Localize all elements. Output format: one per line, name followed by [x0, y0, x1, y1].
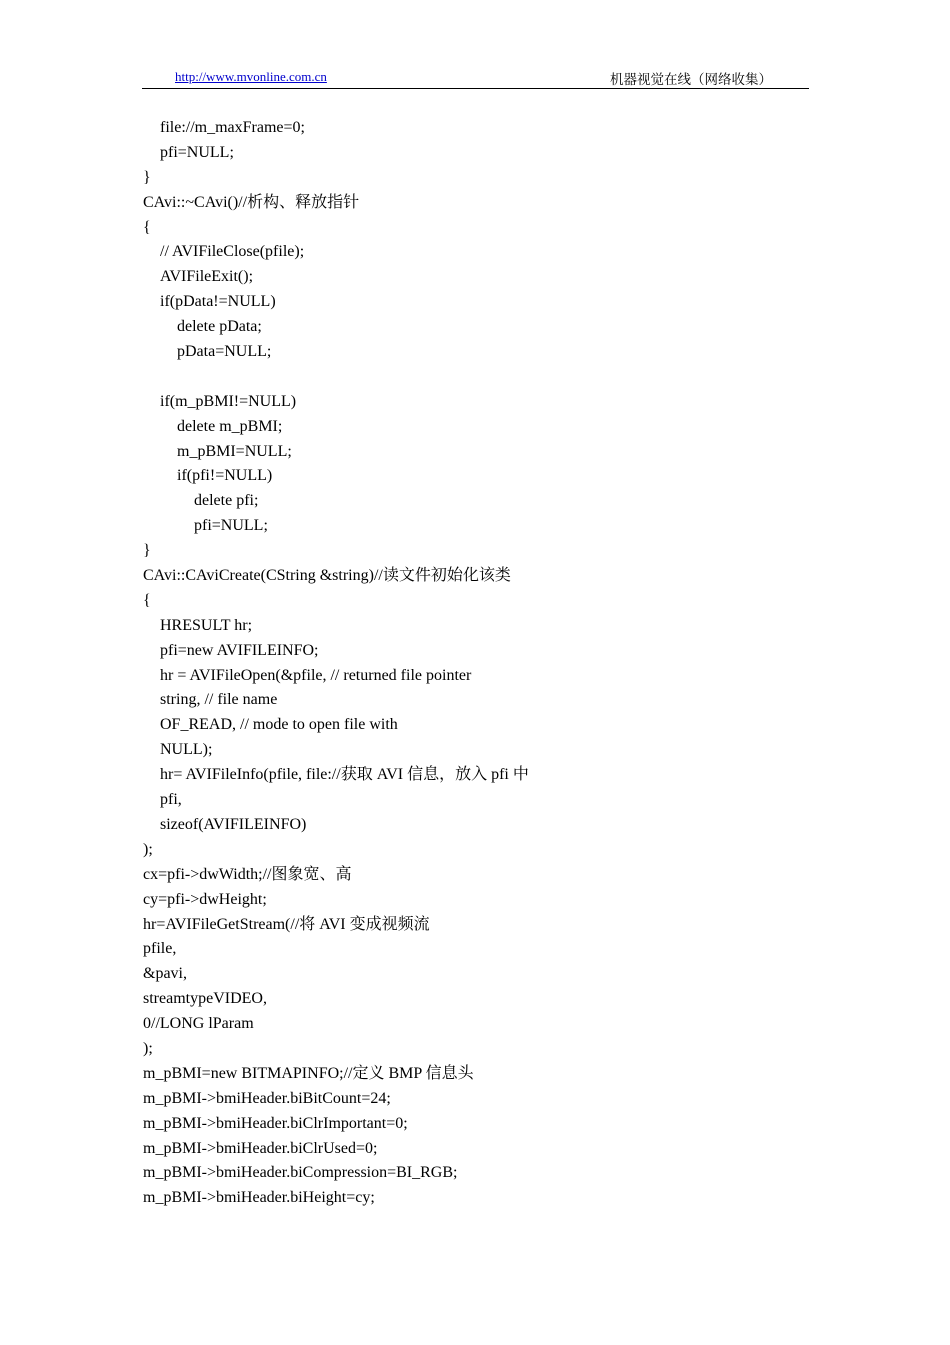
code-line: hr = AVIFileOpen(&pfile, // returned file pointer — [160, 666, 472, 684]
code-line: cy=pfi->dwHeight; — [143, 890, 267, 908]
code-line: streamtypeVIDEO, — [143, 990, 267, 1008]
header-title: 机器视觉在线（网络收集） — [610, 72, 772, 87]
code-line: cx=pfi->dwWidth;//图象宽、高 — [143, 865, 352, 883]
code-line: ); — [143, 840, 153, 858]
code-line: m_pBMI->bmiHeader.biClrImportant=0; — [143, 1114, 408, 1132]
code-line: pData=NULL; — [177, 343, 272, 361]
code-line: CAvi::~CAvi()//析构、释放指针 — [143, 193, 360, 211]
code-line: &pavi, — [143, 965, 187, 983]
code-line: delete m_pBMI; — [177, 417, 283, 435]
code-line: m_pBMI->bmiHeader.biHeight=cy; — [143, 1189, 375, 1207]
code-line: pfile, — [143, 940, 177, 958]
code-line: m_pBMI->bmiHeader.biBitCount=24; — [143, 1089, 391, 1107]
code-listing — [143, 116, 783, 1211]
code-line: AVIFileExit(); — [160, 268, 254, 286]
header-link[interactable]: http://www.mvonline.com.cn — [175, 69, 327, 84]
code-line: { — [143, 591, 151, 609]
code-line: 0//LONG lParam — [143, 1015, 254, 1033]
code-line: delete pfi; — [194, 492, 259, 510]
code-line: } — [143, 168, 151, 186]
code-line: m_pBMI->bmiHeader.biCompression=BI_RGB; — [143, 1164, 458, 1182]
code-line: pfi=NULL; — [160, 143, 234, 161]
code-line: OF_READ, // mode to open file with — [160, 716, 398, 734]
code-line: m_pBMI->bmiHeader.biClrUsed=0; — [143, 1139, 378, 1157]
code-line: m_pBMI=NULL; — [177, 442, 292, 460]
code-line: delete pData; — [177, 318, 262, 336]
code-line: sizeof(AVIFILEINFO) — [160, 815, 307, 833]
code-line: } — [143, 542, 151, 560]
code-line: NULL); — [160, 741, 213, 759]
code-line: ); — [143, 1039, 153, 1057]
code-line: // AVIFileClose(pfile); — [160, 243, 305, 261]
code-line: { — [143, 218, 151, 236]
code-line: pfi=NULL; — [194, 517, 268, 535]
code-line: file://m_maxFrame=0; — [160, 119, 305, 136]
code-line: if(m_pBMI!=NULL) — [160, 392, 297, 410]
code-line: pfi=new AVIFILEINFO; — [160, 641, 319, 659]
code-line: string, // file name — [160, 691, 278, 709]
code-line — [143, 365, 783, 390]
code-line: hr=AVIFileGetStream(//将 AVI 变成视频流 — [143, 915, 430, 933]
code-line: hr= AVIFileInfo(pfile, file://获取 AVI 信息，放入 pfi 中 — [160, 766, 529, 784]
code-line: if(pfi!=NULL) — [177, 467, 273, 485]
code-line: pfi, — [160, 791, 182, 809]
code-line: if(pData!=NULL) — [160, 293, 276, 311]
page-header — [142, 62, 809, 89]
code-line: CAvi::CAviCreate(CString &string)//读文件初始化该类 — [143, 567, 511, 585]
code-line: HRESULT hr; — [160, 616, 253, 634]
code-line: m_pBMI=new BITMAPINFO;//定义 BMP 信息头 — [143, 1064, 474, 1082]
